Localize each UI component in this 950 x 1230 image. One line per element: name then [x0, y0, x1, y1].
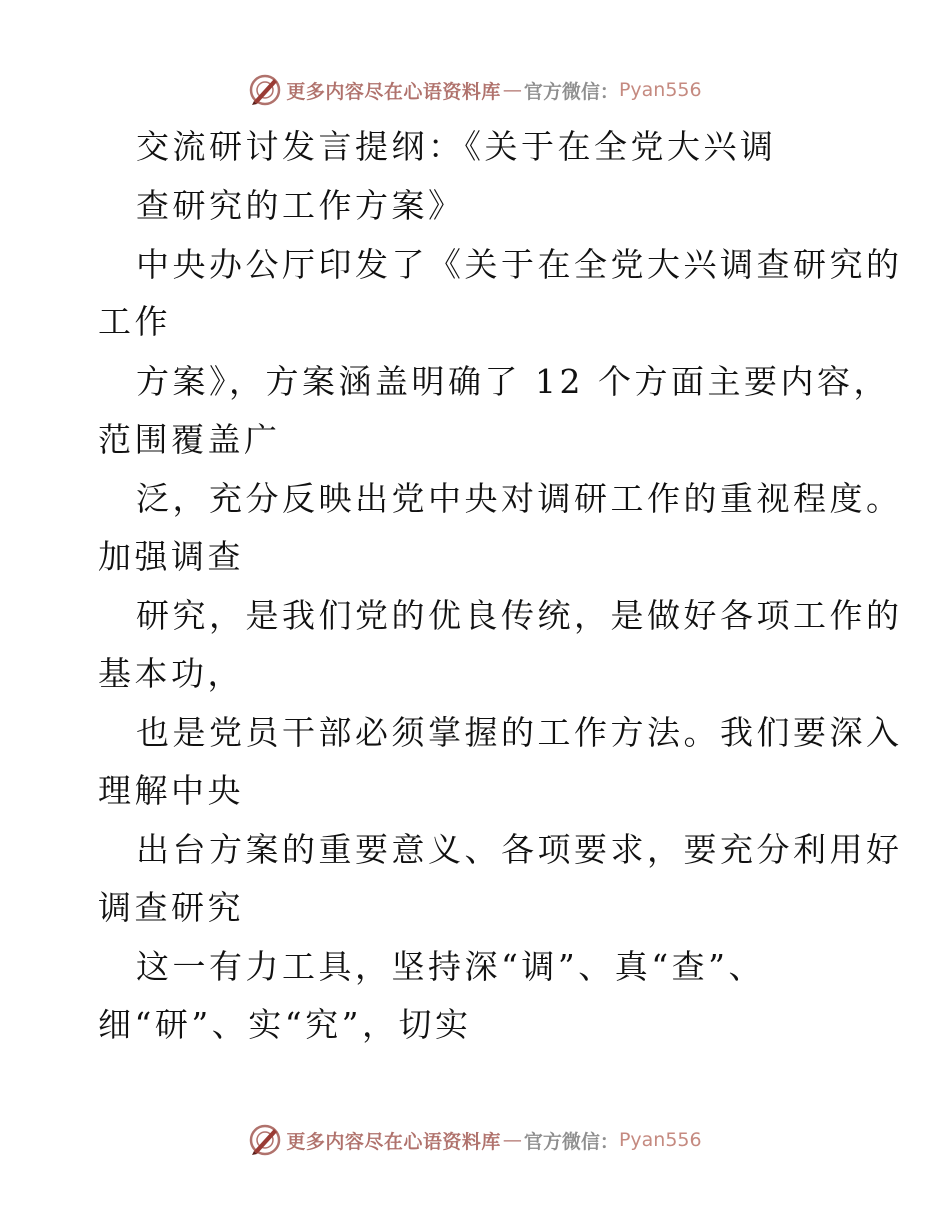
- doc-line: 加强调查: [98, 537, 244, 576]
- doc-line: 工作: [98, 302, 171, 341]
- doc-line: 细“研”、实“究”，切实: [98, 1005, 472, 1044]
- footer-official-label: 官方微信：: [523, 1130, 619, 1153]
- doc-line: 理解中央: [98, 771, 244, 810]
- doc-line: 范围覆盖广: [98, 420, 281, 459]
- footer-site-text: 更多内容尽在心语资料库: [286, 1130, 501, 1153]
- doc-line: 出台方案的重要意义、各项要求，要充分利用好: [136, 830, 903, 869]
- header-official-label: 官方微信：: [523, 80, 619, 103]
- doc-line: 泛，充分反映出党中央对调研工作的重视程度。: [136, 479, 903, 518]
- doc-line: 基本功，: [98, 654, 244, 693]
- doc-title-line-1: 交流研讨发言提纲：《关于在全党大兴调: [136, 127, 777, 166]
- doc-line: 调查研究: [98, 888, 244, 927]
- footer-watermark: [0, 1120, 950, 1160]
- doc-line: 也是党员干部必须掌握的工作方法。我们要深入: [136, 713, 903, 752]
- pen-logo-icon: [248, 1123, 282, 1157]
- header-separator: —: [502, 79, 522, 101]
- footer-wechat-id: Pyan556: [618, 1129, 702, 1151]
- doc-line: 方案》，方案涵盖明确了 12 个方面主要内容，: [136, 362, 890, 401]
- doc-line: 中央办公厅印发了《关于在全党大兴调查研究的: [136, 245, 903, 284]
- header-site-text: 更多内容尽在心语资料库: [286, 80, 501, 103]
- pen-logo-icon: [248, 73, 282, 107]
- doc-line: 研究，是我们党的优良传统，是做好各项工作的: [136, 596, 903, 635]
- doc-line: 这一有力工具，坚持深“调”、真“查”、: [136, 947, 765, 986]
- header-wechat-id: Pyan556: [618, 79, 702, 101]
- doc-title-line-2: 查研究的工作方案》: [136, 186, 465, 225]
- header-watermark: [0, 70, 950, 110]
- footer-separator: —: [502, 1129, 522, 1151]
